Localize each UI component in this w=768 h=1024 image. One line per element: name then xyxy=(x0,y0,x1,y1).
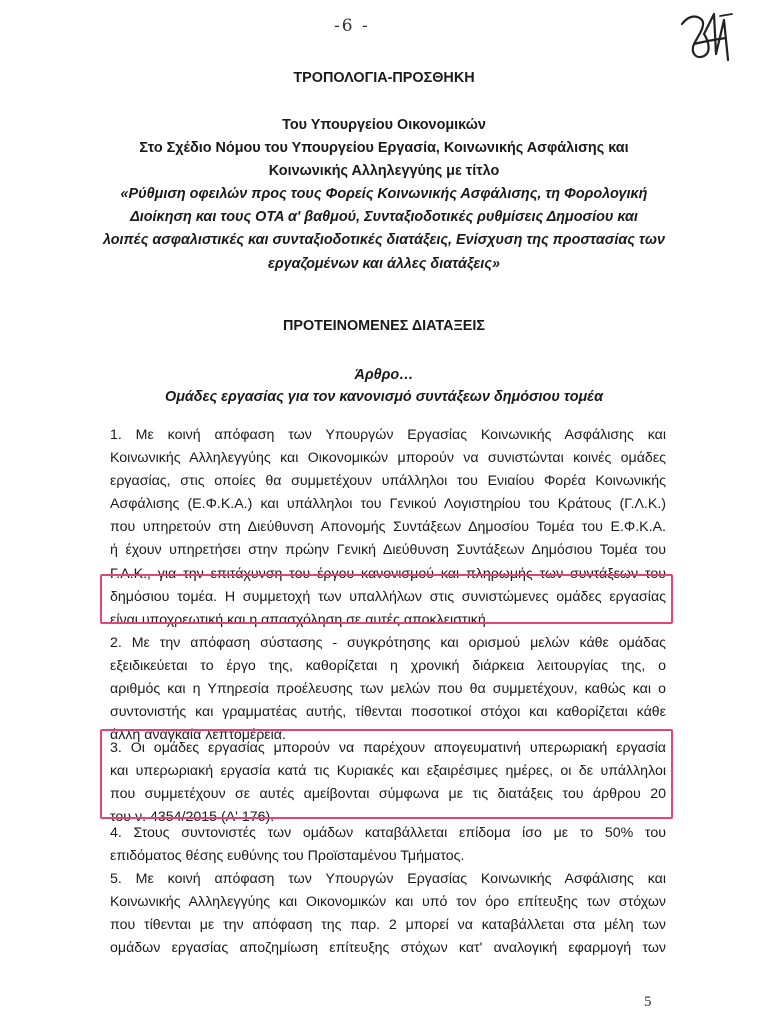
header-title-line: εργαζομένων και άλλες διατάξεις» xyxy=(268,255,500,272)
paragraph-line: 5. Με κοινή απόφαση των Υπουργών Εργασίας Κοινωνικής Ασφάλισης και xyxy=(110,871,666,887)
paragraph-line: αριθμός και η Υπηρεσία προέλευσης των μελών που θα συμμετέχουν, καθώς και ο xyxy=(110,681,666,698)
header-title-line: λοιπές ασφαλιστικές και συνταξιοδοτικές διατάξεις, Ενίσχυση της προστασίας των xyxy=(102,232,666,249)
paragraph-line: 3. Οι ομάδες εργασίας μπορούν να παρέχουν απογευματινή υπερωριακή εργασία xyxy=(110,740,666,756)
paragraph-line: επιδόματος θέσης ευθύνης του Προϊσταμένου Τμήματος. xyxy=(110,848,465,865)
paragraph-line: και υπερωριακή εργασία κατά τις Κυριακές και εξαιρέσιμες ημέρες, οι δε υπάλληλοι xyxy=(110,763,666,780)
header-title-line: Διοίκηση και τους ΟΤΑ α' βαθμού, Συνταξιοδοτικές ρυθμίσεις Δημοσίου και xyxy=(130,209,638,226)
paragraph-line: εξειδικεύεται το έργο της, καθορίζεται η χρονική διάρκεια λειτουργίας της, ο xyxy=(110,658,666,675)
paragraph-line: 1. Με κοινή απόφαση των Υπουργών Εργασίας Κοινωνικής Ασφάλισης και xyxy=(110,427,666,443)
paragraph-line: που υπηρετούν στη Διεύθυνση Απονομής Συντάξεων Δημοσίου Τομέα του Ε.Φ.Κ.Α. xyxy=(110,519,666,536)
document-header xyxy=(96,114,672,276)
article-label: Άρθρο… xyxy=(354,367,414,383)
document-title: ΤΡΟΠΟΛΟΓΙΑ-ΠΡΟΣΘΗΚΗ xyxy=(293,70,475,86)
header-ministry: Του Υπουργείου Οικονομικών xyxy=(282,117,486,133)
paragraph-line: Ασφάλισης (Ε.Φ.Κ.Α.) και υπάλληλοι του Γενικού Λογιστηρίου του Κράτους (Γ.Λ.Κ.) xyxy=(110,496,666,513)
article-heading xyxy=(96,364,672,408)
paragraph-line: που συμμετέχουν σε αυτές αμείβονται σύμφωνα με τις διατάξεις του άρθρου 20 xyxy=(110,786,666,803)
paragraph-line: είναι υποχρεωτική και η απασχόληση σε αυτές αποκλειστική. xyxy=(110,611,490,628)
paragraph-line: Γ.Λ.Κ., για την επιτάχυνση του έργου κανονισμού και πληρωμής των συντάξεων του xyxy=(110,565,666,582)
header-bill-line: Στο Σχέδιο Νόμου του Υπουργείου Εργασία, Κοινωνικής Ασφάλισης και xyxy=(139,140,629,157)
highlight-box-paragraph-1-end xyxy=(100,574,673,624)
paragraph-line: Κοινωνικής Αλληλεγγύης και Οικονομικών μπορούν να συνιστώνται κοινές ομάδες xyxy=(110,450,666,467)
paragraph-4 xyxy=(110,822,666,868)
paragraph-line: ομάδων εργασίας αποζημίωση επίτευξης στόχων κατ' αναλογική εφαρμογή των xyxy=(110,940,666,957)
paragraph-5 xyxy=(110,868,666,960)
section-title: ΠΡΟΤΕΙΝΟΜΕΝΕΣ ΔΙΑΤΑΞΕΙΣ xyxy=(283,318,485,334)
paragraph-line: Κοινωνικής Αλληλεγγύης και Οικονομικών και υπό τον όρο επίτευξης των στόχων xyxy=(110,894,666,911)
paragraph-line: άλλη αναγκαία λεπτομέρεια. xyxy=(110,727,286,744)
page-number: 5 xyxy=(644,994,652,1010)
paragraph-line: συντονιστής και γραμματέας αυτής, τίθενται ποσοτικοί στόχοι και καθορίζεται κάθε xyxy=(110,704,666,721)
header-title-line: «Ρύθμιση οφειλών προς τους Φορείς Κοινωνικής Ασφάλισης, τη Φορολογική xyxy=(120,186,648,203)
paragraph-line: ή έχουν υπηρετήσει στην πρώην Γενική Διεύθυνση Συντάξεων Δημόσιου Τομέα του xyxy=(110,542,666,559)
paragraph-line: που τίθενται με την απόφαση της παρ. 2 μπορεί να καταβάλλεται στα μέλη των xyxy=(110,917,666,934)
paragraph-line: του ν. 4354/2015 (Α' 176). xyxy=(110,809,275,826)
highlight-box-paragraph-3 xyxy=(100,729,673,819)
paragraph-line: 4. Στους συντονιστές των ομάδων καταβάλλεται επίδομα ίσο με το 50% του xyxy=(110,825,666,841)
handwritten-signature xyxy=(676,10,736,74)
paragraph-line: δημόσιου τομέα. Η συμμετοχή των υπαλλήλων στις συνιστώμενες ομάδες εργασίας xyxy=(110,588,666,605)
paragraph-line: εργασίας, στις οποίες θα συμμετέχουν υπάλληλοι του Ενιαίου Φορέα Κοινωνικής xyxy=(110,473,666,490)
header-bill-line: Κοινωνικής Αλληλεγγύης με τίτλο xyxy=(268,163,500,180)
handwritten-page-mark: -6 - xyxy=(334,16,370,36)
paragraph-line: 2. Με την απόφαση σύστασης - συγκρότησης και ορισμού μελών κάθε ομάδας xyxy=(110,635,666,651)
article-title: Ομάδες εργασίας για τον κανονισμό συντάξεων δημόσιου τομέα xyxy=(165,389,603,405)
